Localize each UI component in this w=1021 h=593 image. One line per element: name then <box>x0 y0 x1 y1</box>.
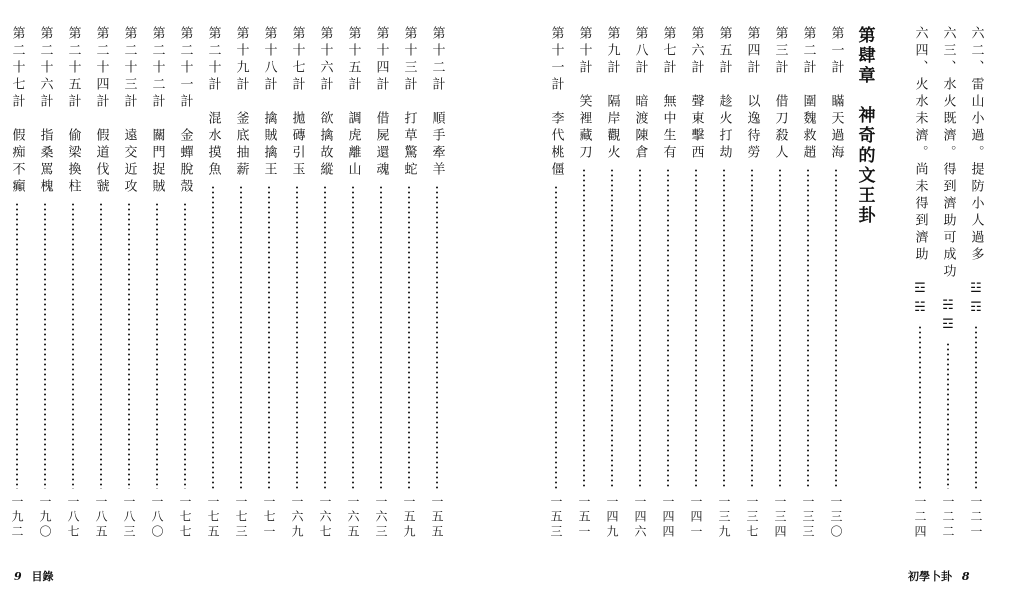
entry-label: 第二十五計 偷梁換柱 <box>65 26 81 196</box>
dot-leader <box>268 185 270 489</box>
right-page <box>511 0 1021 593</box>
entry-page: 一四九 <box>605 495 619 540</box>
page-number: 9 <box>14 570 22 583</box>
toc-entry <box>34 26 56 540</box>
toc-entry <box>741 26 763 540</box>
toc-entry <box>286 26 308 540</box>
toc-entry <box>258 26 280 540</box>
dot-leader <box>100 202 102 489</box>
entry-page: 一四一 <box>689 495 703 540</box>
toc-entry <box>965 26 987 540</box>
dot-leader <box>835 168 837 489</box>
toc-entry <box>342 26 364 540</box>
entry-label: 第十七計 拋磚引玉 <box>289 26 305 179</box>
entry-page: 一八三 <box>122 495 136 540</box>
dot-leader <box>296 185 298 489</box>
entry-page: 一三七 <box>745 495 759 540</box>
entry-page: 一九二 <box>10 495 24 540</box>
toc-entry <box>370 26 392 540</box>
toc-entry <box>426 26 448 540</box>
toc-entry <box>398 26 420 540</box>
toc-entry <box>6 26 28 540</box>
toc-entry <box>174 26 196 540</box>
footer-label: 目錄 <box>31 570 54 583</box>
footer-label: 初學卜卦 <box>908 570 952 583</box>
dot-leader <box>807 168 809 489</box>
toc-entry <box>202 26 224 540</box>
dot-leader <box>16 202 18 489</box>
page-number: 8 <box>961 570 970 583</box>
entry-label: 第二十二計 關門捉賊 <box>149 26 165 196</box>
entry-page: 一五九 <box>402 495 416 540</box>
entry-page: 一七五 <box>206 495 220 540</box>
entry-label: 第九計 隔岸觀火 <box>604 26 620 162</box>
entry-page: 一八〇 <box>150 495 164 540</box>
toc-entry <box>909 26 931 540</box>
entry-label: 六二、雷山小過。提防小人過多 ☳☶ <box>968 26 984 319</box>
toc-entry <box>601 26 623 540</box>
toc-entry <box>825 26 847 540</box>
entry-label: 第二計 圍魏救趙 <box>800 26 816 162</box>
toc-entry <box>545 26 567 540</box>
toc-entry <box>685 26 707 540</box>
dot-leader <box>240 185 242 489</box>
dot-leader <box>779 168 781 489</box>
entry-page: 一五五 <box>430 495 444 540</box>
dot-leader <box>352 185 354 489</box>
entry-page: 一五一 <box>577 495 591 540</box>
entry-label: 第二十計 混水摸魚 <box>205 26 221 179</box>
entry-label: 第二十四計 假道伐虢 <box>93 26 109 196</box>
entry-page: 一三〇 <box>829 495 843 540</box>
left-page <box>0 0 510 593</box>
entry-page: 一八五 <box>94 495 108 540</box>
toc-entry <box>797 26 819 540</box>
dot-leader <box>212 185 214 489</box>
dot-leader <box>723 168 725 489</box>
dot-leader <box>44 202 46 489</box>
entry-label: 第十五計 調虎離山 <box>345 26 361 179</box>
entry-page: 一二二 <box>941 495 955 540</box>
entry-label: 第二十六計 指桑罵槐 <box>37 26 53 196</box>
entry-label: 第十一計 李代桃僵 <box>548 26 564 179</box>
dot-leader <box>380 185 382 489</box>
entry-page: 一六七 <box>318 495 332 540</box>
toc-entry <box>657 26 679 540</box>
entry-page: 一七三 <box>234 495 248 540</box>
toc-entry <box>146 26 168 540</box>
entry-page: 一六三 <box>374 495 388 540</box>
entry-page: 一三三 <box>801 495 815 540</box>
dot-leader <box>947 342 949 489</box>
dot-leader <box>751 168 753 489</box>
entry-page: 一七一 <box>262 495 276 540</box>
dot-leader <box>583 168 585 489</box>
entry-page: 一三四 <box>773 495 787 540</box>
entry-page: 一七七 <box>178 495 192 540</box>
entry-page: 一四六 <box>633 495 647 540</box>
entry-label: 第七計 無中生有 <box>660 26 676 162</box>
dot-leader <box>156 202 158 489</box>
dot-leader <box>639 168 641 489</box>
chapter-title: 第肆章 神奇的文王卦 <box>854 26 875 226</box>
entry-label: 第十九計 釜底抽薪 <box>233 26 249 179</box>
toc-entry <box>90 26 112 540</box>
dot-leader <box>128 202 130 489</box>
entry-page: 一六五 <box>346 495 360 540</box>
dot-leader <box>184 202 186 489</box>
entry-label: 第二十三計 遠交近攻 <box>121 26 137 196</box>
toc-entry <box>118 26 140 540</box>
entry-page: 一六九 <box>290 495 304 540</box>
left-page-footer <box>8 568 54 584</box>
entry-page: 一九〇 <box>38 495 52 540</box>
entry-label: 第六計 聲東擊西 <box>688 26 704 162</box>
toc-entry <box>937 26 959 540</box>
dot-leader <box>919 325 921 489</box>
entry-page: 一二一 <box>969 495 983 540</box>
entry-page: 一二四 <box>913 495 927 540</box>
entry-label: 第二十七計 假痴不癲 <box>9 26 25 196</box>
entry-label: 第十三計 打草驚蛇 <box>401 26 417 179</box>
entry-label: 第二十一計 金蟬脫殼 <box>177 26 193 196</box>
dot-leader <box>611 168 613 489</box>
toc-entry <box>314 26 336 540</box>
dot-leader <box>436 185 438 489</box>
dot-leader <box>555 185 557 489</box>
dot-leader <box>695 168 697 489</box>
entry-label: 第一計 瞞天過海 <box>828 26 844 162</box>
entry-label: 第三計 借刀殺人 <box>772 26 788 162</box>
entry-page: 一四四 <box>661 495 675 540</box>
entry-page: 一三九 <box>717 495 731 540</box>
entry-label: 第十二計 順手牽羊 <box>429 26 445 179</box>
entry-label: 第十六計 欲擒故縱 <box>317 26 333 179</box>
entry-label: 第十計 笑裡藏刀 <box>576 26 592 162</box>
entry-label: 第五計 趁火打劫 <box>716 26 732 162</box>
dot-leader <box>667 168 669 489</box>
entry-label: 六三、水火既濟。得到濟助可成功 ☵☲ <box>940 26 956 336</box>
dot-leader <box>975 325 977 489</box>
dot-leader <box>408 185 410 489</box>
entry-label: 第十四計 借屍還魂 <box>373 26 389 179</box>
toc-entry <box>62 26 84 540</box>
dot-leader <box>324 185 326 489</box>
toc-entry <box>573 26 595 540</box>
dot-leader <box>72 202 74 489</box>
entry-label: 六四、火水未濟。尚未得到濟助 ☲☵ <box>912 26 928 319</box>
entry-label: 第八計 暗渡陳倉 <box>632 26 648 162</box>
toc-entry <box>769 26 791 540</box>
entry-label: 第十八計 擒賊擒王 <box>261 26 277 179</box>
right-page-footer <box>908 568 976 584</box>
chapter-heading <box>851 26 877 540</box>
toc-entry <box>713 26 735 540</box>
toc-entry <box>629 26 651 540</box>
toc-entry <box>230 26 252 540</box>
entry-page: 一八七 <box>66 495 80 540</box>
entry-label: 第四計 以逸待勞 <box>744 26 760 162</box>
entry-page: 一五三 <box>549 495 563 540</box>
